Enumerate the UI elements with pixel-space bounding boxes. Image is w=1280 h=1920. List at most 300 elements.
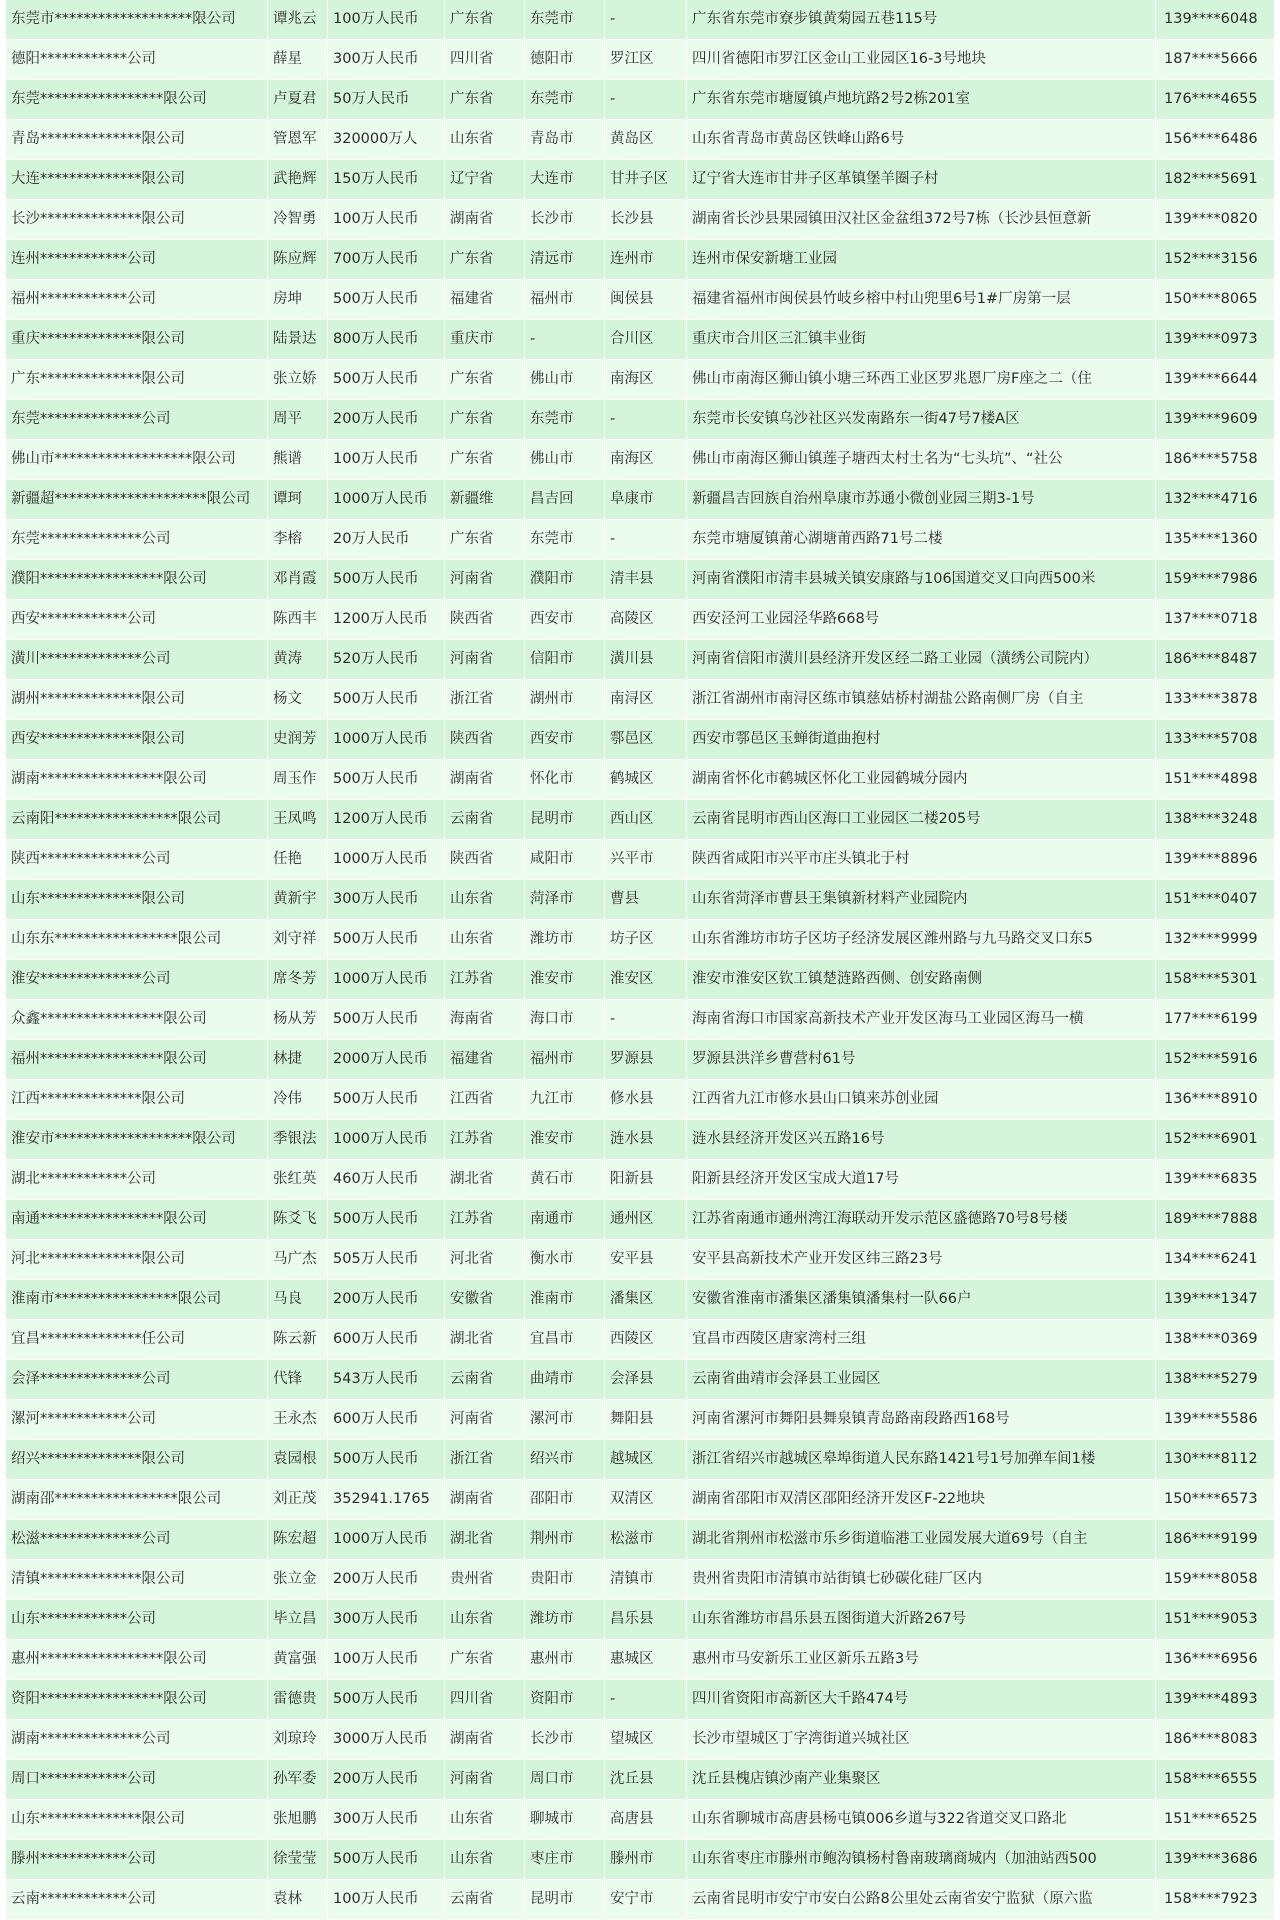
city-cell: 信阳市	[525, 640, 605, 680]
address-cell: 辽宁省大连市甘井子区革镇堡羊圈子村	[687, 160, 1156, 200]
person-cell: 陈西丰	[268, 600, 328, 640]
company-cell: 青岛**************限公司	[6, 120, 268, 160]
address-cell: 湖南省邵阳市双清区邵阳经济开发区F-22地块	[687, 1480, 1156, 1520]
address-cell: 四川省德阳市罗江区金山工业园区16-3号地块	[687, 40, 1156, 80]
phone-cell: 137****0718	[1156, 600, 1274, 640]
company-cell: 福州*****************限公司	[6, 1040, 268, 1080]
city-cell: 东莞市	[525, 80, 605, 120]
company-cell: 漯河************公司	[6, 1400, 268, 1440]
person-cell: 雷德贵	[268, 1680, 328, 1720]
capital-cell: 500万人民币	[328, 920, 445, 960]
province-cell: 河南省	[445, 1760, 525, 1800]
capital-cell: 150万人民币	[328, 160, 445, 200]
province-cell: 湖南省	[445, 1480, 525, 1520]
table-row	[6, 1000, 1274, 1040]
city-cell: 聊城市	[525, 1800, 605, 1840]
district-cell: 黄岛区	[605, 120, 687, 160]
table-row	[6, 1760, 1274, 1800]
address-cell: 安徽省淮南市潘集区潘集镇潘集村一队66户	[687, 1280, 1156, 1320]
table-row	[6, 1680, 1274, 1720]
address-cell: 罗源县洪洋乡曹营村61号	[687, 1040, 1156, 1080]
city-cell: 邵阳市	[525, 1480, 605, 1520]
province-cell: 四川省	[445, 40, 525, 80]
district-cell: 罗源县	[605, 1040, 687, 1080]
capital-cell: 500万人民币	[328, 760, 445, 800]
table-row	[6, 1880, 1274, 1920]
address-cell: 山东省潍坊市昌乐县五图街道大沂路267号	[687, 1600, 1156, 1640]
district-cell: 坊子区	[605, 920, 687, 960]
district-cell: -	[605, 80, 687, 120]
company-cell: 濮阳*****************限公司	[6, 560, 268, 600]
city-cell: 咸阳市	[525, 840, 605, 880]
table-row	[6, 880, 1274, 920]
capital-cell: 500万人民币	[328, 1200, 445, 1240]
capital-cell: 20万人民币	[328, 520, 445, 560]
province-cell: 广东省	[445, 0, 525, 40]
table-row	[6, 1480, 1274, 1520]
person-cell: 马良	[268, 1280, 328, 1320]
table-row	[6, 0, 1274, 40]
table-row	[6, 320, 1274, 360]
city-cell: 淮安市	[525, 960, 605, 1000]
phone-cell: 151****6525	[1156, 1800, 1274, 1840]
province-cell: 广东省	[445, 1640, 525, 1680]
person-cell: 史润芳	[268, 720, 328, 760]
phone-cell: 186****8083	[1156, 1720, 1274, 1760]
phone-cell: 139****6835	[1156, 1160, 1274, 1200]
person-cell: 黄涛	[268, 640, 328, 680]
city-cell: -	[525, 320, 605, 360]
table-row	[6, 720, 1274, 760]
capital-cell: 100万人民币	[328, 440, 445, 480]
phone-cell: 139****6644	[1156, 360, 1274, 400]
person-cell: 代锋	[268, 1360, 328, 1400]
province-cell: 广东省	[445, 400, 525, 440]
district-cell: 涟水县	[605, 1120, 687, 1160]
address-cell: 广东省东莞市寮步镇黄菊园五巷115号	[687, 0, 1156, 40]
address-cell: 河南省濮阳市清丰县城关镇安康路与106国道交叉口向西500米	[687, 560, 1156, 600]
company-cell: 西安************公司	[6, 600, 268, 640]
district-cell: 安宁市	[605, 1880, 687, 1920]
province-cell: 湖南省	[445, 1720, 525, 1760]
province-cell: 江苏省	[445, 1120, 525, 1160]
company-cell: 山东**************限公司	[6, 880, 268, 920]
company-cell: 周口************公司	[6, 1760, 268, 1800]
capital-cell: 543万人民币	[328, 1360, 445, 1400]
person-cell: 袁园根	[268, 1440, 328, 1480]
district-cell: 惠城区	[605, 1640, 687, 1680]
person-cell: 张红英	[268, 1160, 328, 1200]
province-cell: 江西省	[445, 1080, 525, 1120]
phone-cell: 139****0973	[1156, 320, 1274, 360]
company-cell: 山东************公司	[6, 1600, 268, 1640]
person-cell: 冷智勇	[268, 200, 328, 240]
capital-cell: 200万人民币	[328, 400, 445, 440]
company-cell: 德阳************公司	[6, 40, 268, 80]
capital-cell: 500万人民币	[328, 680, 445, 720]
table-row	[6, 1040, 1274, 1080]
table-row	[6, 40, 1274, 80]
district-cell: 罗江区	[605, 40, 687, 80]
district-cell: 曹县	[605, 880, 687, 920]
capital-cell: 500万人民币	[328, 1680, 445, 1720]
company-cell: 佛山市*******************限公司	[6, 440, 268, 480]
capital-cell: 1200万人民币	[328, 800, 445, 840]
table-row	[6, 400, 1274, 440]
district-cell: 潢川县	[605, 640, 687, 680]
address-cell: 山东省菏泽市曹县王集镇新材料产业园院内	[687, 880, 1156, 920]
table-row	[6, 1600, 1274, 1640]
province-cell: 浙江省	[445, 1440, 525, 1480]
capital-cell: 500万人民币	[328, 1080, 445, 1120]
city-cell: 湖州市	[525, 680, 605, 720]
city-cell: 资阳市	[525, 1680, 605, 1720]
person-cell: 刘琼玲	[268, 1720, 328, 1760]
company-cell: 西安**************限公司	[6, 720, 268, 760]
person-cell: 马广杰	[268, 1240, 328, 1280]
person-cell: 黄新宇	[268, 880, 328, 920]
company-cell: 东莞**************公司	[6, 520, 268, 560]
district-cell: 越城区	[605, 1440, 687, 1480]
table-row	[6, 440, 1274, 480]
person-cell: 张立娇	[268, 360, 328, 400]
person-cell: 刘守祥	[268, 920, 328, 960]
company-cell: 东莞市*******************限公司	[6, 0, 268, 40]
company-cell: 湖北************公司	[6, 1160, 268, 1200]
person-cell: 徐莹莹	[268, 1840, 328, 1880]
district-cell: 西山区	[605, 800, 687, 840]
person-cell: 陈应辉	[268, 240, 328, 280]
province-cell: 陕西省	[445, 720, 525, 760]
table-row	[6, 480, 1274, 520]
address-cell: 江苏省南通市通州湾江海联动开发示范区盛德路70号8号楼	[687, 1200, 1156, 1240]
person-cell: 王永杰	[268, 1400, 328, 1440]
phone-cell: 187****5666	[1156, 40, 1274, 80]
city-cell: 青岛市	[525, 120, 605, 160]
district-cell: 阜康市	[605, 480, 687, 520]
address-cell: 湖北省荆州市松滋市乐乡街道临港工业园发展大道69号（自主	[687, 1520, 1156, 1560]
capital-cell: 500万人民币	[328, 1000, 445, 1040]
company-cell: 福州************公司	[6, 280, 268, 320]
capital-cell: 600万人民币	[328, 1320, 445, 1360]
province-cell: 云南省	[445, 800, 525, 840]
province-cell: 山东省	[445, 120, 525, 160]
capital-cell: 500万人民币	[328, 1840, 445, 1880]
table-row	[6, 1560, 1274, 1600]
province-cell: 河北省	[445, 1240, 525, 1280]
district-cell: 舞阳县	[605, 1400, 687, 1440]
district-cell: 高陵区	[605, 600, 687, 640]
company-cell: 清镇**************限公司	[6, 1560, 268, 1600]
person-cell: 席冬芳	[268, 960, 328, 1000]
phone-cell: 159****8058	[1156, 1560, 1274, 1600]
province-cell: 广东省	[445, 360, 525, 400]
company-cell: 湖南*****************限公司	[6, 760, 268, 800]
city-cell: 枣庄市	[525, 1840, 605, 1880]
company-cell: 湖南**************公司	[6, 1720, 268, 1760]
province-cell: 福建省	[445, 280, 525, 320]
address-cell: 东莞市长安镇乌沙社区兴发南路东一街47号7楼A区	[687, 400, 1156, 440]
province-cell: 江苏省	[445, 960, 525, 1000]
table-row	[6, 760, 1274, 800]
person-cell: 陈云新	[268, 1320, 328, 1360]
table-row	[6, 1400, 1274, 1440]
city-cell: 昆明市	[525, 1880, 605, 1920]
capital-cell: 100万人民币	[328, 1640, 445, 1680]
province-cell: 广东省	[445, 520, 525, 560]
city-cell: 潍坊市	[525, 920, 605, 960]
phone-cell: 186****8487	[1156, 640, 1274, 680]
phone-cell: 158****7923	[1156, 1880, 1274, 1920]
person-cell: 黄富强	[268, 1640, 328, 1680]
table-row	[6, 240, 1274, 280]
capital-cell: 1000万人民币	[328, 1120, 445, 1160]
table-row	[6, 640, 1274, 680]
table-row	[6, 1120, 1274, 1160]
table-row	[6, 280, 1274, 320]
address-cell: 山东省青岛市黄岛区铁峰山路6号	[687, 120, 1156, 160]
address-cell: 西安泾河工业园泾华路668号	[687, 600, 1156, 640]
table-row	[6, 1520, 1274, 1560]
province-cell: 重庆市	[445, 320, 525, 360]
capital-cell: 700万人民币	[328, 240, 445, 280]
address-cell: 山东省聊城市高唐县杨屯镇006乡道与322省道交叉口路北	[687, 1800, 1156, 1840]
district-cell: 鹤城区	[605, 760, 687, 800]
company-cell: 山东东*****************限公司	[6, 920, 268, 960]
person-cell: 刘正茂	[268, 1480, 328, 1520]
capital-cell: 800万人民币	[328, 320, 445, 360]
table-row	[6, 1240, 1274, 1280]
capital-cell: 100万人民币	[328, 0, 445, 40]
capital-cell: 100万人民币	[328, 1880, 445, 1920]
address-cell: 长沙市望城区丁字湾街道兴城社区	[687, 1720, 1156, 1760]
company-cell: 陕西**************公司	[6, 840, 268, 880]
phone-cell: 136****6956	[1156, 1640, 1274, 1680]
city-cell: 福州市	[525, 1040, 605, 1080]
company-cell: 河北**************限公司	[6, 1240, 268, 1280]
table-row	[6, 360, 1274, 400]
address-cell: 湖南省长沙县果园镇田汉社区金盆组372号7栋（长沙县恒意新	[687, 200, 1156, 240]
capital-cell: 320000万人	[328, 120, 445, 160]
phone-cell: 189****7888	[1156, 1200, 1274, 1240]
capital-cell: 200万人民币	[328, 1760, 445, 1800]
table-row	[6, 1160, 1274, 1200]
table-row	[6, 1720, 1274, 1760]
district-cell: 会泽县	[605, 1360, 687, 1400]
city-cell: 东莞市	[525, 0, 605, 40]
company-cell: 广东**************限公司	[6, 360, 268, 400]
company-cell: 连州************公司	[6, 240, 268, 280]
company-cell: 松滋**************公司	[6, 1520, 268, 1560]
province-cell: 湖北省	[445, 1160, 525, 1200]
table-row	[6, 200, 1274, 240]
address-cell: 安平县高新技术产业开发区纬三路23号	[687, 1240, 1156, 1280]
phone-cell: 156****6486	[1156, 120, 1274, 160]
table-row	[6, 1320, 1274, 1360]
phone-cell: 182****5691	[1156, 160, 1274, 200]
company-cell: 会泽**************公司	[6, 1360, 268, 1400]
phone-cell: 152****6901	[1156, 1120, 1274, 1160]
person-cell: 陈爻飞	[268, 1200, 328, 1240]
province-cell: 河南省	[445, 640, 525, 680]
company-cell: 宜昌**************任公司	[6, 1320, 268, 1360]
phone-cell: 152****5916	[1156, 1040, 1274, 1080]
table-row	[6, 160, 1274, 200]
person-cell: 谭兆云	[268, 0, 328, 40]
district-cell: 高唐县	[605, 1800, 687, 1840]
district-cell: -	[605, 1680, 687, 1720]
city-cell: 黄石市	[525, 1160, 605, 1200]
phone-cell: 150****8065	[1156, 280, 1274, 320]
address-cell: 淮安市淮安区钦工镇楚涟路西侧、创安路南侧	[687, 960, 1156, 1000]
province-cell: 新疆维	[445, 480, 525, 520]
capital-cell: 200万人民币	[328, 1560, 445, 1600]
address-cell: 云南省曲靖市会泽县工业园区	[687, 1360, 1156, 1400]
district-cell: 鄠邑区	[605, 720, 687, 760]
capital-cell: 1000万人民币	[328, 480, 445, 520]
person-cell: 毕立昌	[268, 1600, 328, 1640]
city-cell: 昆明市	[525, 800, 605, 840]
district-cell: 昌乐县	[605, 1600, 687, 1640]
table-row	[6, 1200, 1274, 1240]
district-cell: 兴平市	[605, 840, 687, 880]
address-cell: 贵州省贵阳市清镇市站街镇七砂碳化硅厂区内	[687, 1560, 1156, 1600]
company-cell: 山东**************限公司	[6, 1800, 268, 1840]
person-cell: 房坤	[268, 280, 328, 320]
phone-cell: 176****4655	[1156, 80, 1274, 120]
city-cell: 荆州市	[525, 1520, 605, 1560]
city-cell: 长沙市	[525, 1720, 605, 1760]
district-cell: 合川区	[605, 320, 687, 360]
province-cell: 山东省	[445, 880, 525, 920]
district-cell: 甘井子区	[605, 160, 687, 200]
person-cell: 薛星	[268, 40, 328, 80]
district-cell: 通州区	[605, 1200, 687, 1240]
city-cell: 德阳市	[525, 40, 605, 80]
district-cell: 闽侯县	[605, 280, 687, 320]
company-cell: 湖州**************限公司	[6, 680, 268, 720]
capital-cell: 505万人民币	[328, 1240, 445, 1280]
company-cell: 大连**************限公司	[6, 160, 268, 200]
province-cell: 山东省	[445, 1840, 525, 1880]
province-cell: 山东省	[445, 920, 525, 960]
company-cell: 潢川**************公司	[6, 640, 268, 680]
district-cell: 安平县	[605, 1240, 687, 1280]
phone-cell: 133****3878	[1156, 680, 1274, 720]
province-cell: 广东省	[445, 80, 525, 120]
district-cell: 望城区	[605, 1720, 687, 1760]
person-cell: 杨从芳	[268, 1000, 328, 1040]
table-row	[6, 520, 1274, 560]
district-cell: 潘集区	[605, 1280, 687, 1320]
address-cell: 四川省资阳市高新区大千路474号	[687, 1680, 1156, 1720]
address-cell: 河南省漯河市舞阳县舞泉镇青岛路南段路西168号	[687, 1400, 1156, 1440]
table-row	[6, 1360, 1274, 1400]
person-cell: 张旭鹏	[268, 1800, 328, 1840]
province-cell: 海南省	[445, 1000, 525, 1040]
table-row	[6, 960, 1274, 1000]
capital-cell: 1000万人民币	[328, 720, 445, 760]
person-cell: 季银法	[268, 1120, 328, 1160]
province-cell: 山东省	[445, 1800, 525, 1840]
company-cell: 滕州************公司	[6, 1840, 268, 1880]
table-row	[6, 1440, 1274, 1480]
city-cell: 怀化市	[525, 760, 605, 800]
province-cell: 云南省	[445, 1360, 525, 1400]
capital-cell: 1000万人民币	[328, 960, 445, 1000]
city-cell: 濮阳市	[525, 560, 605, 600]
company-cell: 惠州*****************限公司	[6, 1640, 268, 1680]
company-cell: 绍兴**************限公司	[6, 1440, 268, 1480]
city-cell: 绍兴市	[525, 1440, 605, 1480]
company-table	[6, 0, 1274, 1920]
district-cell: 淮安区	[605, 960, 687, 1000]
district-cell: 阳新县	[605, 1160, 687, 1200]
phone-cell: 151****4898	[1156, 760, 1274, 800]
district-cell: 滕州市	[605, 1840, 687, 1880]
city-cell: 西安市	[525, 720, 605, 760]
company-table-body	[6, 0, 1274, 1920]
phone-cell: 139****8896	[1156, 840, 1274, 880]
district-cell: 沈丘县	[605, 1760, 687, 1800]
province-cell: 湖北省	[445, 1520, 525, 1560]
province-cell: 辽宁省	[445, 160, 525, 200]
address-cell: 重庆市合川区三汇镇丰业街	[687, 320, 1156, 360]
city-cell: 长沙市	[525, 200, 605, 240]
phone-cell: 139****4893	[1156, 1680, 1274, 1720]
province-cell: 陕西省	[445, 600, 525, 640]
table-row	[6, 800, 1274, 840]
capital-cell: 50万人民币	[328, 80, 445, 120]
phone-cell: 132****9999	[1156, 920, 1274, 960]
district-cell: 修水县	[605, 1080, 687, 1120]
person-cell: 陆景达	[268, 320, 328, 360]
company-cell: 新疆超*********************限公司	[6, 480, 268, 520]
table-row	[6, 920, 1274, 960]
capital-cell: 3000万人民币	[328, 1720, 445, 1760]
person-cell: 冷伟	[268, 1080, 328, 1120]
company-cell: 南通*****************限公司	[6, 1200, 268, 1240]
company-cell: 东莞*****************限公司	[6, 80, 268, 120]
province-cell: 陕西省	[445, 840, 525, 880]
district-cell: -	[605, 400, 687, 440]
table-row	[6, 1080, 1274, 1120]
address-cell: 阳新县经济开发区宝成大道17号	[687, 1160, 1156, 1200]
capital-cell: 352941.1765	[328, 1480, 445, 1520]
province-cell: 河南省	[445, 560, 525, 600]
address-cell: 佛山市南海区狮山镇小塘三环西工业区罗兆恩厂房F座之二（住	[687, 360, 1156, 400]
phone-cell: 138****3248	[1156, 800, 1274, 840]
address-cell: 西安市鄠邑区玉蝉街道曲抱村	[687, 720, 1156, 760]
table-row	[6, 680, 1274, 720]
city-cell: 大连市	[525, 160, 605, 200]
address-cell: 佛山市南海区狮山镇莲子塘西太村土名为“七头坑”、“社公	[687, 440, 1156, 480]
company-table-container	[6, 0, 1274, 1920]
capital-cell: 1000万人民币	[328, 840, 445, 880]
phone-cell: 136****8910	[1156, 1080, 1274, 1120]
person-cell: 袁林	[268, 1880, 328, 1920]
company-cell: 长沙**************限公司	[6, 200, 268, 240]
city-cell: 周口市	[525, 1760, 605, 1800]
table-row	[6, 840, 1274, 880]
city-cell: 清远市	[525, 240, 605, 280]
province-cell: 广东省	[445, 240, 525, 280]
city-cell: 漯河市	[525, 1400, 605, 1440]
address-cell: 云南省昆明市安宁市安白公路8公里处云南省安宁监狱（原六监	[687, 1880, 1156, 1920]
table-row	[6, 80, 1274, 120]
city-cell: 曲靖市	[525, 1360, 605, 1400]
district-cell: -	[605, 1000, 687, 1040]
